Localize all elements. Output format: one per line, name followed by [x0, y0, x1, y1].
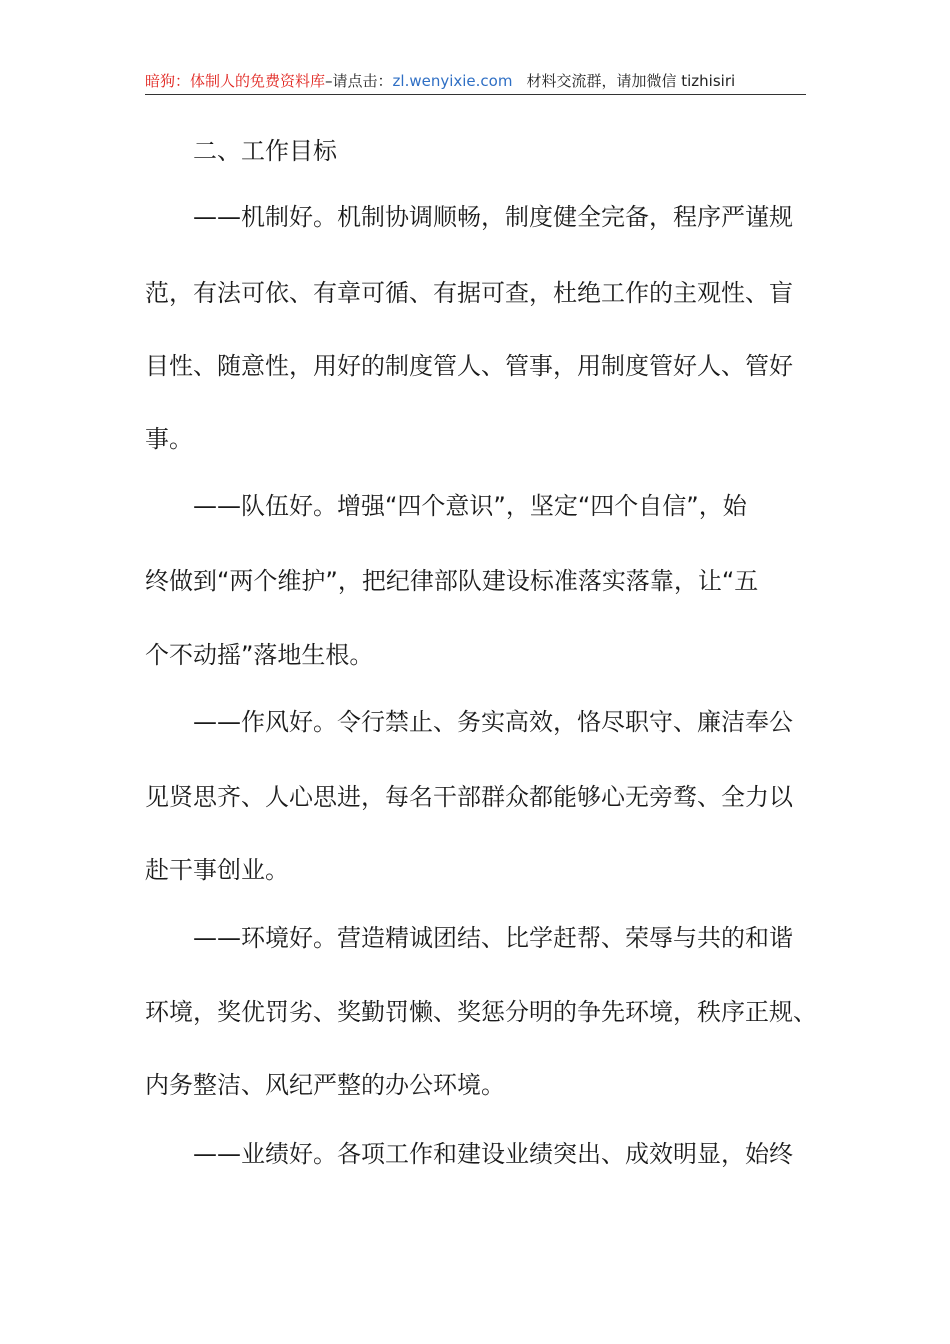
page-header	[145, 68, 806, 95]
header-brand: 暗狗：体制人的免费资料库	[145, 72, 326, 90]
body-line: 范，有法可依、有章可循、有据可查，杜绝工作的主观性、盲	[145, 279, 793, 307]
header-wechat-note: 材料交流群，请加微信 tizhisiri	[526, 72, 736, 90]
header-url-link[interactable]: zl.wenyixie.com	[392, 72, 513, 90]
body-line: ——业绩好。各项工作和建设业绩突出、成效明显，始终	[193, 1140, 793, 1168]
section-title: 二、工作目标	[193, 137, 337, 165]
body-line: 内务整洁、风纪严整的办公环境。	[145, 1071, 505, 1099]
body-line: 个不动摇”落地生根。	[145, 641, 374, 669]
header-click-prompt: –请点击：	[325, 72, 393, 90]
body-line: 见贤思齐、人心思进，每名干部群众都能够心无旁骛、全力以	[145, 783, 793, 811]
body-line: 赴干事创业。	[145, 856, 289, 884]
body-line: ——队伍好。增强“四个意识”，坚定“四个自信”，始	[193, 492, 747, 520]
body-line: 事。	[145, 425, 193, 453]
body-line: ——作风好。令行禁止、务实高效，恪尽职守、廉洁奉公	[193, 708, 793, 736]
body-line: ——机制好。机制协调顺畅，制度健全完备，程序严谨规	[193, 203, 793, 231]
body-line: 目性、随意性，用好的制度管人、管事，用制度管好人、管好	[145, 352, 793, 380]
body-line: ——环境好。营造精诚团结、比学赶帮、荣辱与共的和谐	[193, 924, 793, 952]
body-line: 环境，奖优罚劣、奖勤罚懒、奖惩分明的争先环境，秩序正规、	[145, 998, 817, 1026]
body-line: 终做到“两个维护”，把纪律部队建设标准落实落靠，让“五	[145, 567, 759, 595]
